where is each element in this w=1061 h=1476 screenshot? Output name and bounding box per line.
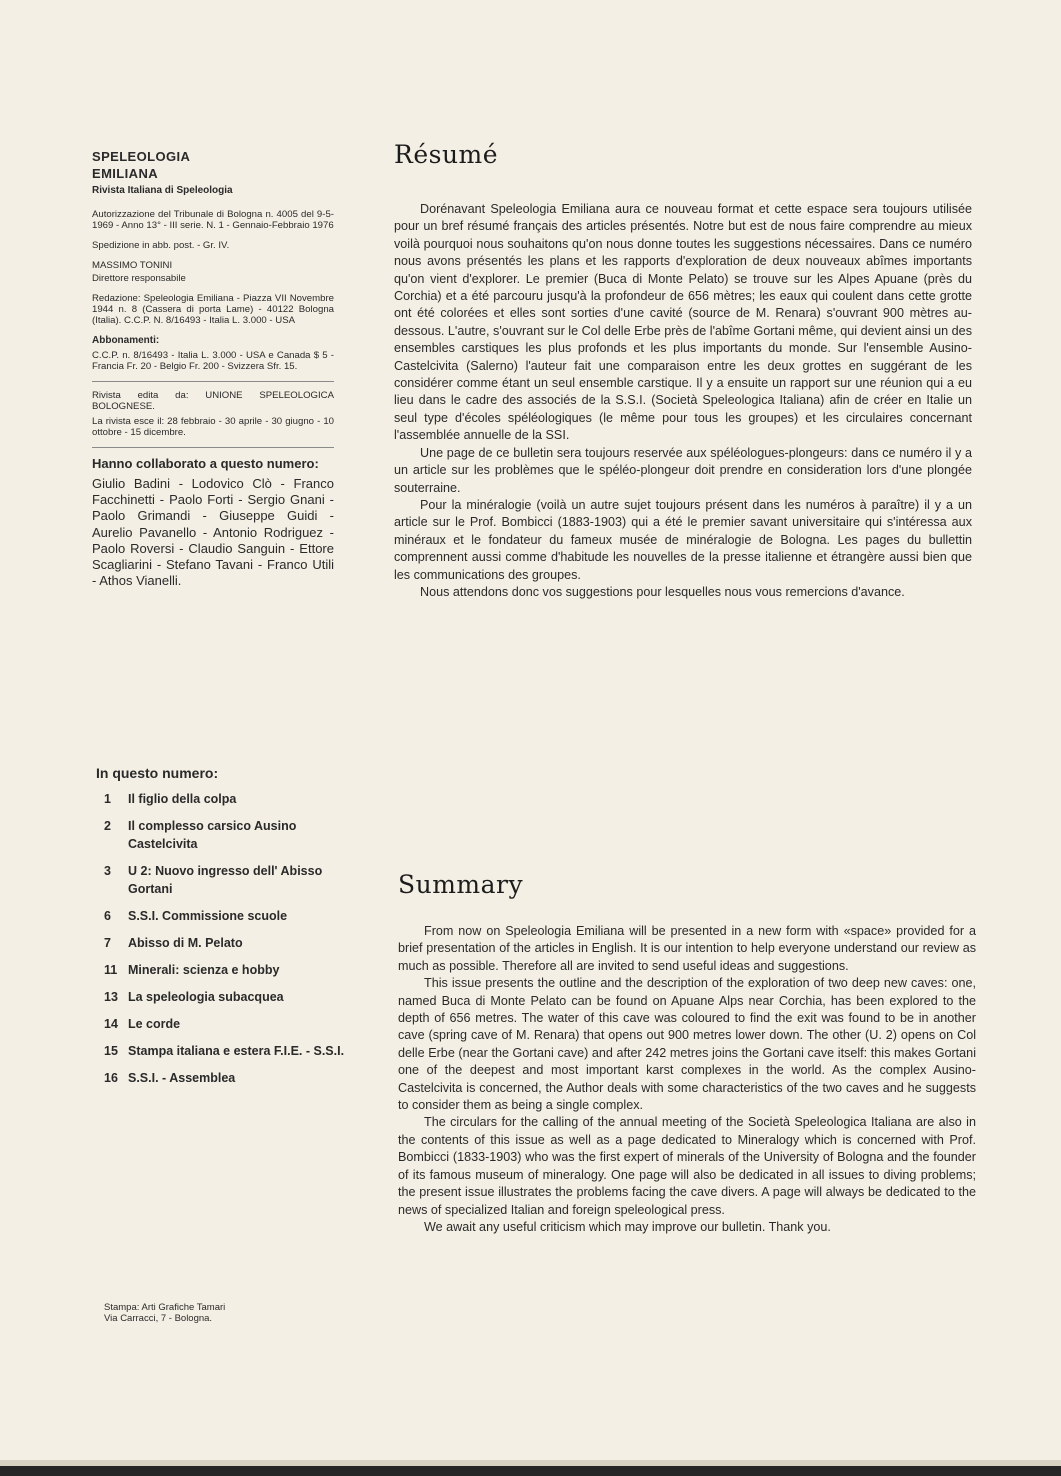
resume-paragraph: Une page de ce bulletin sera toujours reservée aux spéléologues-plongeurs: dans ce numéro il y a un article sur les problèmes que le spéléo-plongeur doit prendre en consideration lors d'une plongée souterraine. <box>394 445 972 495</box>
toc-item <box>96 790 346 808</box>
publisher-text: Rivista edita da: UNIONE SPELEOLOGICA BOLOGNESE. <box>92 390 334 412</box>
toc-item-title: Il figlio della colpa <box>128 792 237 806</box>
toc-page-number: 2 <box>104 819 111 833</box>
shipping-text: Spedizione in abb. post. - Gr. IV. <box>92 240 230 251</box>
table-of-contents <box>96 765 346 1096</box>
collaborators-heading: Hanno collaborato a questo numero: <box>92 456 319 471</box>
resume-paragraph: Dorénavant Speleologia Emiliana aura ce nouveau format et cette espace sera toujours utilisée pour un bref résumé français des articles présentés. Notre but est de nous faire comprendre au mieux voilà pourquoi nous souhaitons qu'on nous donne toutes les suggestions nécessaires. Dans ce numéro nous avons présentés les plans et les rapports d'exploration de deux nouveaux abîmes importants qu'on vient d'explorer. Le premier (Buca di Monte Pelato) se trouve sur les Alpes Apuane (près du Corchia) et a été parcouru jusqu'à la profondeur de 656 mètres; les eaux qui coulent dans cette grotte ont été colorées et elles sont sorties d'une cavité (source de M. Renara) s'ouvrant 900 mètres au-dessous. L'autre, s'ouvrant sur le Col delle Erbe près de l'abîme Gortani même, qui devient ainsi un des ensembles carstiques les plus profonds et les plus importants du monde. Sur l'ensemble Ausino-Castelcivita (Salerno) l'auteur fait une comparaison entre les deux grottes en suggérant de les considérer comme étant un seul ensemble carstique. Il y a ensuite un rapport sur une réunion qui a eu lieu dans le cadre des associés de la S.S.I. (Società Speleologica Italiana) afin de créer en Italie un seul type d'écoles spéléologiques (le même pour tous les groupes) et les circulaires concernant l'assemblée annuelle de la SSI. <box>394 202 972 443</box>
page-bottom-edge <box>0 1466 1061 1476</box>
toc-item-title: Abisso di M. Pelato <box>128 936 243 950</box>
printer-credit <box>104 1302 304 1324</box>
toc-item-title: U 2: Nuovo ingresso dell' Abisso Gortani <box>128 864 323 896</box>
resume-paragraph: Nous attendons donc vos suggestions pour lesquelles nous vous remercions d'avance. <box>420 584 905 599</box>
summary-title: Summary <box>398 870 524 899</box>
printer-line: Stampa: Arti Grafiche Tamari <box>104 1302 226 1313</box>
divider <box>92 381 334 382</box>
toc-item <box>96 1069 346 1087</box>
toc-item-title: Il complesso carsico Ausino Castelcivita <box>128 819 297 851</box>
toc-page-number: 14 <box>104 1017 118 1031</box>
masthead <box>92 148 334 589</box>
divider <box>92 447 334 448</box>
toc-item <box>96 1015 346 1033</box>
toc-page-number: 3 <box>104 864 111 878</box>
resume-paragraph: Pour la minéralogie (voilà un autre sujet toujours présent dans les numéros à paraître) il y a un article sur le Prof. Bombicci (1883-1903) qui a été le premier savant universitaire qui s'intéressa aux minéraux et le fondateur du fameux musée de minéralogie de Bologna. Les pages du bullettin comprennent aussi comme d'habitude les nouvelles de la presse italienne et étrangère aussi bien que les communications des groupes. <box>394 497 972 582</box>
toc-item-title: S.S.I. - Assemblea <box>128 1071 236 1085</box>
subscriptions-heading: Abbonamenti: <box>92 335 160 346</box>
toc-item <box>96 817 346 853</box>
resume-title: Résumé <box>394 140 499 169</box>
toc-page-number: 7 <box>104 936 111 950</box>
toc-item <box>96 988 346 1006</box>
toc-item-title: S.S.I. Commissione scuole <box>128 909 288 923</box>
director-name: MASSIMO TONINI <box>92 260 173 271</box>
toc-item <box>96 862 346 898</box>
toc-item <box>96 907 346 925</box>
summary-paragraph: This issue presents the outline and the description of the exploration of two deep new caves: one, named Buca di Monte Pelato can be found on Apuane Alps near Corchia, has been explored to the depth of 656 metres. The water of this cave was coloured to find the exit was found to be in another cave (spring cave of M. Renara) that opens out 900 metres lower down. The other (U. 2) opens on Col delle Erbe (near the Gortani cave) and after 242 metres joins the Gortani cave itself: this makes Gortani one of the deepest and most important karst complexes in the world. As the complex Ausino-Castelcivita is concerned, the Author deals with some characteristics of the two caves and he suggests to consider them as being a single complex. <box>398 976 976 1113</box>
subscriptions-text: C.C.P. n. 8/16493 - Italia L. 3.000 - USA e Canada $ 5 - Francia Fr. 20 - Belgio Fr. 200 - Svizzera Sfr. 15. <box>92 350 334 372</box>
summary-paragraph: We await any useful criticism which may improve our bulletin. Thank you. <box>424 1219 831 1234</box>
toc-page-number: 11 <box>104 963 118 977</box>
toc-item-title: Le corde <box>128 1017 181 1031</box>
toc-item-title: Stampa italiana e estera F.I.E. - S.S.I. <box>128 1044 345 1058</box>
toc-item <box>96 1042 346 1060</box>
toc-page-number: 6 <box>104 909 111 923</box>
toc-page-number: 1 <box>104 792 111 806</box>
printer-address: Via Carracci, 7 - Bologna. <box>104 1313 213 1324</box>
toc-page-number: 16 <box>104 1071 118 1085</box>
resume-body <box>394 201 972 601</box>
schedule-text: La rivista esce il: 28 febbraio - 30 aprile - 30 giugno - 10 ottobre - 15 dicembre. <box>92 416 334 438</box>
journal-subtitle: Rivista Italiana di Speleologia <box>92 185 233 196</box>
toc-item <box>96 934 346 952</box>
summary-paragraph: From now on Speleologia Emiliana will be presented in a new form with «space» provided for a brief presentation of the articles in English. It is our intention to help everyone understand our review as much as possible. Therefore all are invited to send useful ideas and suggestions. <box>398 924 976 973</box>
toc-page-number: 15 <box>104 1044 118 1058</box>
authorization-text: Autorizzazione del Tribunale di Bologna n. 4005 del 9-5-1969 - Anno 13° - III serie. N. 1 - Gennaio-Febbraio 1976 <box>92 209 334 231</box>
director-role: Direttore responsabile <box>92 273 186 284</box>
resume-section <box>394 140 972 601</box>
toc-page-number: 13 <box>104 990 118 1004</box>
toc-item-title: Minerali: scienza e hobby <box>128 963 280 977</box>
toc-title: In questo numero: <box>96 765 219 781</box>
journal-title-line1: SPELEOLOGIA <box>92 149 191 164</box>
collaborators-list: Giulio Badini - Lodovico Clò - Franco Facchinetti - Paolo Forti - Sergio Gnani - Paolo Grimandi - Giuseppe Guidi - Aurelio Pavanello - Antonio Rodriguez - Paolo Roversi - Claudio Sanguin - Ettore Scagliarini - Stefano Tavani - Franco Utili - Athos Vianelli. <box>92 476 334 589</box>
summary-section <box>398 870 976 1236</box>
toc-item <box>96 961 346 979</box>
summary-body <box>398 923 976 1236</box>
editorial-address: Redazione: Speleologia Emiliana - Piazza VII Novembre 1944 n. 8 (Cassera di porta Lame) - 40122 Bologna (Italia). C.C.P. N. 8/16493 - Italia L. 3.000 - USA <box>92 293 334 326</box>
journal-title-line2: EMILIANA <box>92 166 159 181</box>
toc-item-title: La speleologia subacquea <box>128 990 284 1004</box>
summary-paragraph: The circulars for the calling of the annual meeting of the Società Speleologica Italiana are also in the contents of this issue as well as a page dedicated to Mineralogy which is concerned with Prof. Bombicci (1833-1903) who was the first expert of minerals of the University of Bologna and the founder of its famous museum of mineralogy. One page will also be dedicated in all issues to diving problems; the present issue illustrates the problems facing the cave divers. A page will always be dedicated to the news of specialized Italian and foreign speleological press. <box>398 1115 976 1217</box>
